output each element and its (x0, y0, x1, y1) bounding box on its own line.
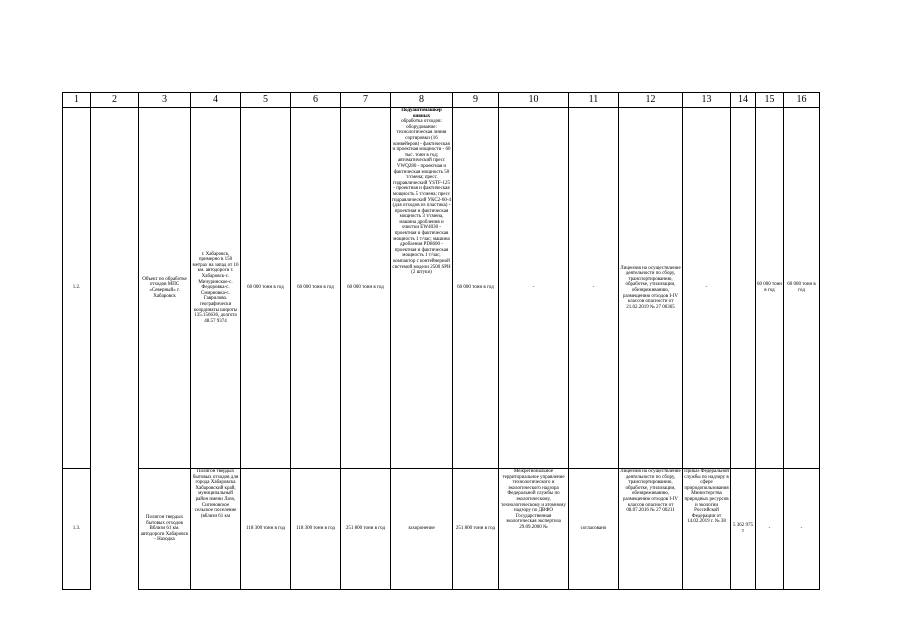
capacity: 60 000 тонн в год (341, 108, 391, 469)
facility-location: г. Хабаровск, примерно в 150 метрах на запад от 16 км. автодороги г. Хабаровск-с. Мичуринское-с. Федоровка-с. Смирновка-с. Гаврилово. географически координаты широты 135.156636, долгота 48.57 9374 (191, 108, 241, 469)
cell (91, 469, 139, 590)
approval-status: согласовано (569, 469, 619, 590)
header-cell: 6 (291, 93, 341, 108)
header-cell: 14 (731, 93, 756, 108)
order: Приказ Федеральной службы по надзору в сфере природопользования Министерства природных ресурсов и экологии Российской Федерации от 14.02.2019 г. № 38 (683, 469, 731, 590)
facility-name: Полигон твердых бытовых отходов Вблизи 61 км. автодороги Хабаровск - Находка (139, 469, 191, 590)
header-row (63, 93, 820, 108)
header-cell: 5 (241, 93, 291, 108)
header-cell: 1 (63, 93, 91, 108)
capacity: 60 000 тонн в год (453, 108, 499, 469)
header-cell: 10 (499, 93, 569, 108)
cell: - (499, 108, 569, 469)
design-capacity: 60 000 тонн в год (241, 108, 291, 469)
design-capacity: 118 300 тонн в год (241, 469, 291, 590)
license: Лицензия на осуществление деятельности по сбору, транспортированию, обработке, утилизации, обезвреживанию, размещению отходов I-IV классов опасности от 08.07.2016 № 27 00211 (619, 469, 683, 590)
table-row (63, 108, 820, 469)
remaining-capacity: 5 362 975 т (731, 469, 756, 590)
header-cell: 3 (139, 93, 191, 108)
header-cell: 16 (784, 93, 820, 108)
header-cell: 12 (619, 93, 683, 108)
actual-capacity: 118 300 тонн в год (291, 469, 341, 590)
header-cell: 9 (453, 93, 499, 108)
equipment-text: обработка отходов: оборудование: технологическая линия сортировки (16 конвейеров) - фактическая и проектная мощности - 60 тыс. тонн в год; автоматический пресс VWQ280 - проектная и фактическая мощность 50 т/смена; пресс гидравлический YSTF-125 - проектная и фактическая мощность 5 т/смена; пресс гидравлический УКС2-60-4 (для отходов из пластика) - проектная и фактическая мощность 3 т/смена, машина дробления и очистки EW4030 - проектная и фактическая мощность 1 т/час; машина дробления PD8600 - проектная и фактическая мощность 1 т/час; компактор с контейнерной системой модели 2500 SPH (2 штуки) (392, 119, 451, 276)
header-cell: 11 (569, 93, 619, 108)
cell: - (756, 469, 784, 590)
capacity: 60 000 тонн в год (756, 108, 784, 469)
expertise-authority: Межрегиональное территориальное управление технологического и экологического надзора Федеральной службы по экологическому, технологическому и атомному надзору по ДВФО Государственная экологическая экспертиза 29.09.2000 № (499, 469, 569, 590)
header-cell: 7 (341, 93, 391, 108)
header-cell: 2 (91, 93, 139, 108)
row-number: 1.2. (63, 108, 91, 469)
header-cell: 13 (683, 93, 731, 108)
header-cell: 8 (391, 93, 453, 108)
capacity: 60 000 тонн в год (784, 108, 820, 469)
license: Лицензия на осуществление деятельности по сбору, транспортированию, обработке, утилизации, обезвреживанию, размещению отходов I-IV классов опасности от 21.02.2019 № 27 00365 (619, 108, 683, 469)
waste-facilities-table (62, 92, 820, 590)
cell: - (569, 108, 619, 469)
cell: - (683, 108, 731, 469)
equipment-description (391, 108, 453, 469)
cell (731, 108, 756, 469)
actual-capacity: 60 000 тонн в год (291, 108, 341, 469)
header-cell: 4 (191, 93, 241, 108)
facility-location: Полигон твердых бытовых отходов для города Хабаровска Хабаровский край, муниципальный район имени Лазо, Сигиновское сельское поселение (вблизи 61 км (191, 469, 241, 590)
header-cell: 15 (756, 93, 784, 108)
table-row (63, 469, 820, 590)
equipment-title: Подуаштомашкер оивных (401, 108, 442, 119)
cell (91, 108, 139, 469)
capacity: 251 800 тонн в год (341, 469, 391, 590)
capacity: 251 800 тонн в год (453, 469, 499, 590)
disposal-method: захоронение (391, 469, 453, 590)
cell: - (784, 469, 820, 590)
row-number: 1.3. (63, 469, 91, 590)
facility-name: Объект по обработке отходов МПС «Северный» г. Хабаровск (139, 108, 191, 469)
